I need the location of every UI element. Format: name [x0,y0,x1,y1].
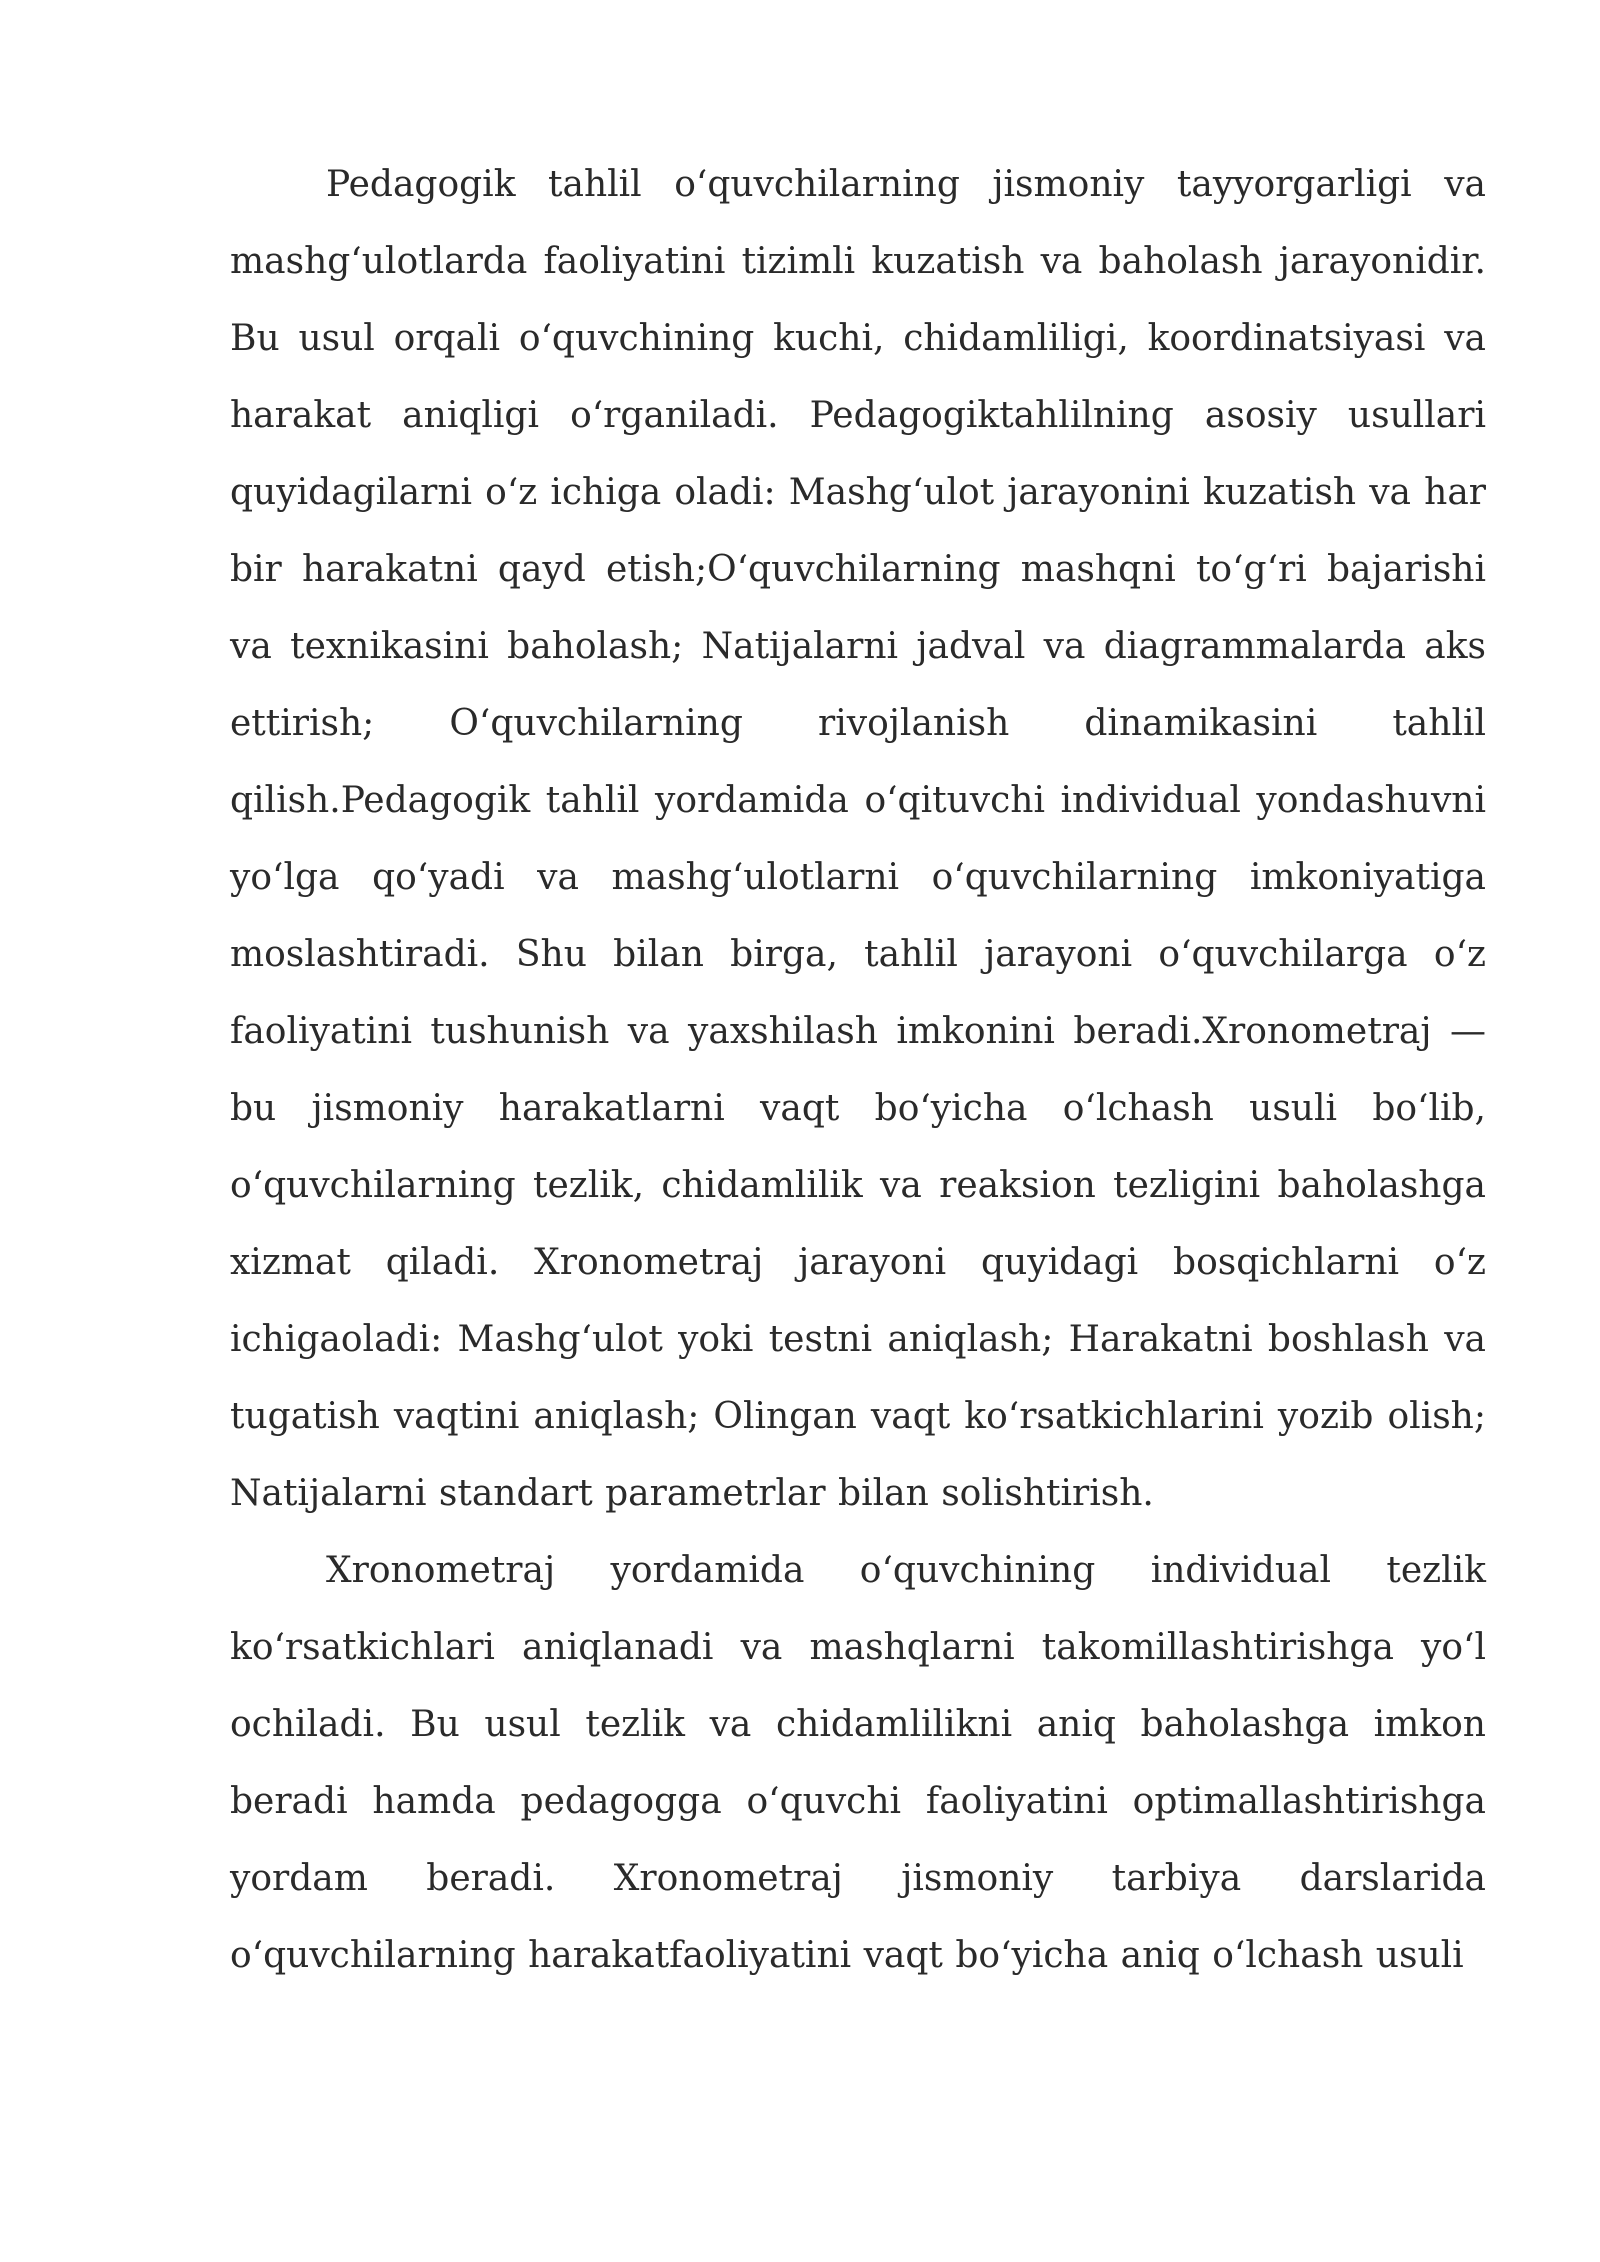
paragraph-xronometraj: Xronometraj yordamida o‘quvchining individual tezlik ko‘rsatkichlari aniqlanadi va mashqlarni takomillashtirishga yo‘l ochiladi. Bu usul tezlik va chidamlilikni aniq baholashga imkon beradi hamda pedagogga o‘quvchi faoliyatini optimallashtirishga yordam beradi. Xronometraj jismoniy tarbiya darslarida o‘quvchilarning harakatfaoliyatini vaqt bo‘yicha aniq o‘lchash usuli [230,1550,1486,1976]
paragraph-pedagogik-tahlil: Pedagogik tahlil o‘quvchilarning jismoniy tayyorgarligi va mashg‘ulotlarda faoliyatini tizimli kuzatish va baholash jarayonidir. Bu usul orqali o‘quvchining kuchi, chidamliligi, koordinatsiyasi va harakat aniqligi o‘rganiladi. Pedagogiktahlilning asosiy usullari quyidagilarni o‘z ichiga oladi: Mashg‘ulot jarayonini kuzatish va har bir harakatni qayd etish;O‘quvchilarning mashqni to‘g‘ri bajarishi va texnikasini baholash; Natijalarni jadval va diagrammalarda aks ettirish; O‘quvchilarning rivojlanish dinamikasini tahlil qilish.Pedagogik tahlil yordamida o‘qituvchi individual yondashuvni yo‘lga qo‘yadi va mashg‘ulotlarni o‘quvchilarning imkoniyatiga moslashtiradi. Shu bilan birga, tahlil jarayoni o‘quvchilarga o‘z faoliyatini tushunish va yaxshilash imkonini beradi.Xronometraj —bu jismoniy harakatlarni vaqt bo‘yicha o‘lchash usuli bo‘lib, o‘quvchilarning tezlik, chidamlilik va reaksion tezligini baholashga xizmat qiladi. Xronometraj jarayoni quyidagi bosqichlarni o‘z ichigaoladi: Mashg‘ulot yoki testni aniqlash; Harakatni boshlash va tugatish vaqtini aniqlash; Olingan vaqt ko‘rsatkichlarini yozib olish; Natijalarni standart parametrlar bilan solishtirish. [230,164,1486,1514]
document-body [230,146,1486,1994]
